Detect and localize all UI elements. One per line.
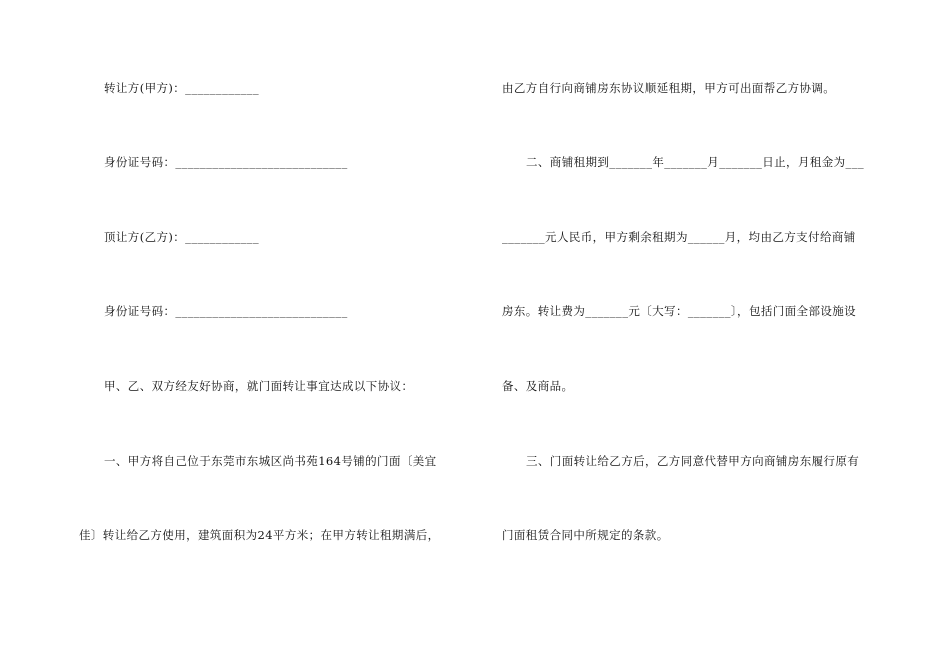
clause-1-line-1: 一、甲方将自己位于东莞市东城区尚书苑164号铺的门面〔美宜 (104, 454, 437, 468)
party-a-line: 转让方(甲方)：____________ (104, 81, 259, 95)
party-b-id-line: 身份证号码：____________________________ (104, 304, 348, 318)
party-a-id-line: 身份证号码：____________________________ (104, 155, 348, 169)
agreement-intro: 甲、乙、双方经友好协商，就门面转让事宜达成以下协议： (104, 379, 414, 393)
clause-1-line-2: 佳〕转让给乙方使用，建筑面积为24平方米；在甲方转让租期满后， (79, 528, 440, 542)
party-b-line: 顶让方(乙方)：____________ (104, 230, 259, 244)
clause-2-line-1: 二、商铺租期到_______年_______月_______日止，月租金为___ (526, 155, 864, 169)
clause-2-line-4: 备、及商品。 (502, 379, 574, 393)
clause-3-line-2: 门面租赁合同中所规定的条款。 (502, 528, 669, 542)
clause-2-line-2: _______元人民币，甲方剩余租期为______月，均由乙方支付给商铺 (502, 230, 856, 244)
clause-1-line-3: 由乙方自行向商铺房东协议顺延租期，甲方可出面帮乙方协调。 (502, 81, 836, 95)
clause-3-line-1: 三、门面转让给乙方后，乙方同意代替甲方向商铺房东履行原有 (526, 454, 860, 468)
clause-2-line-3: 房东。转让费为_______元〔大写：_______〕，包括门面全部设施设 (502, 304, 857, 318)
